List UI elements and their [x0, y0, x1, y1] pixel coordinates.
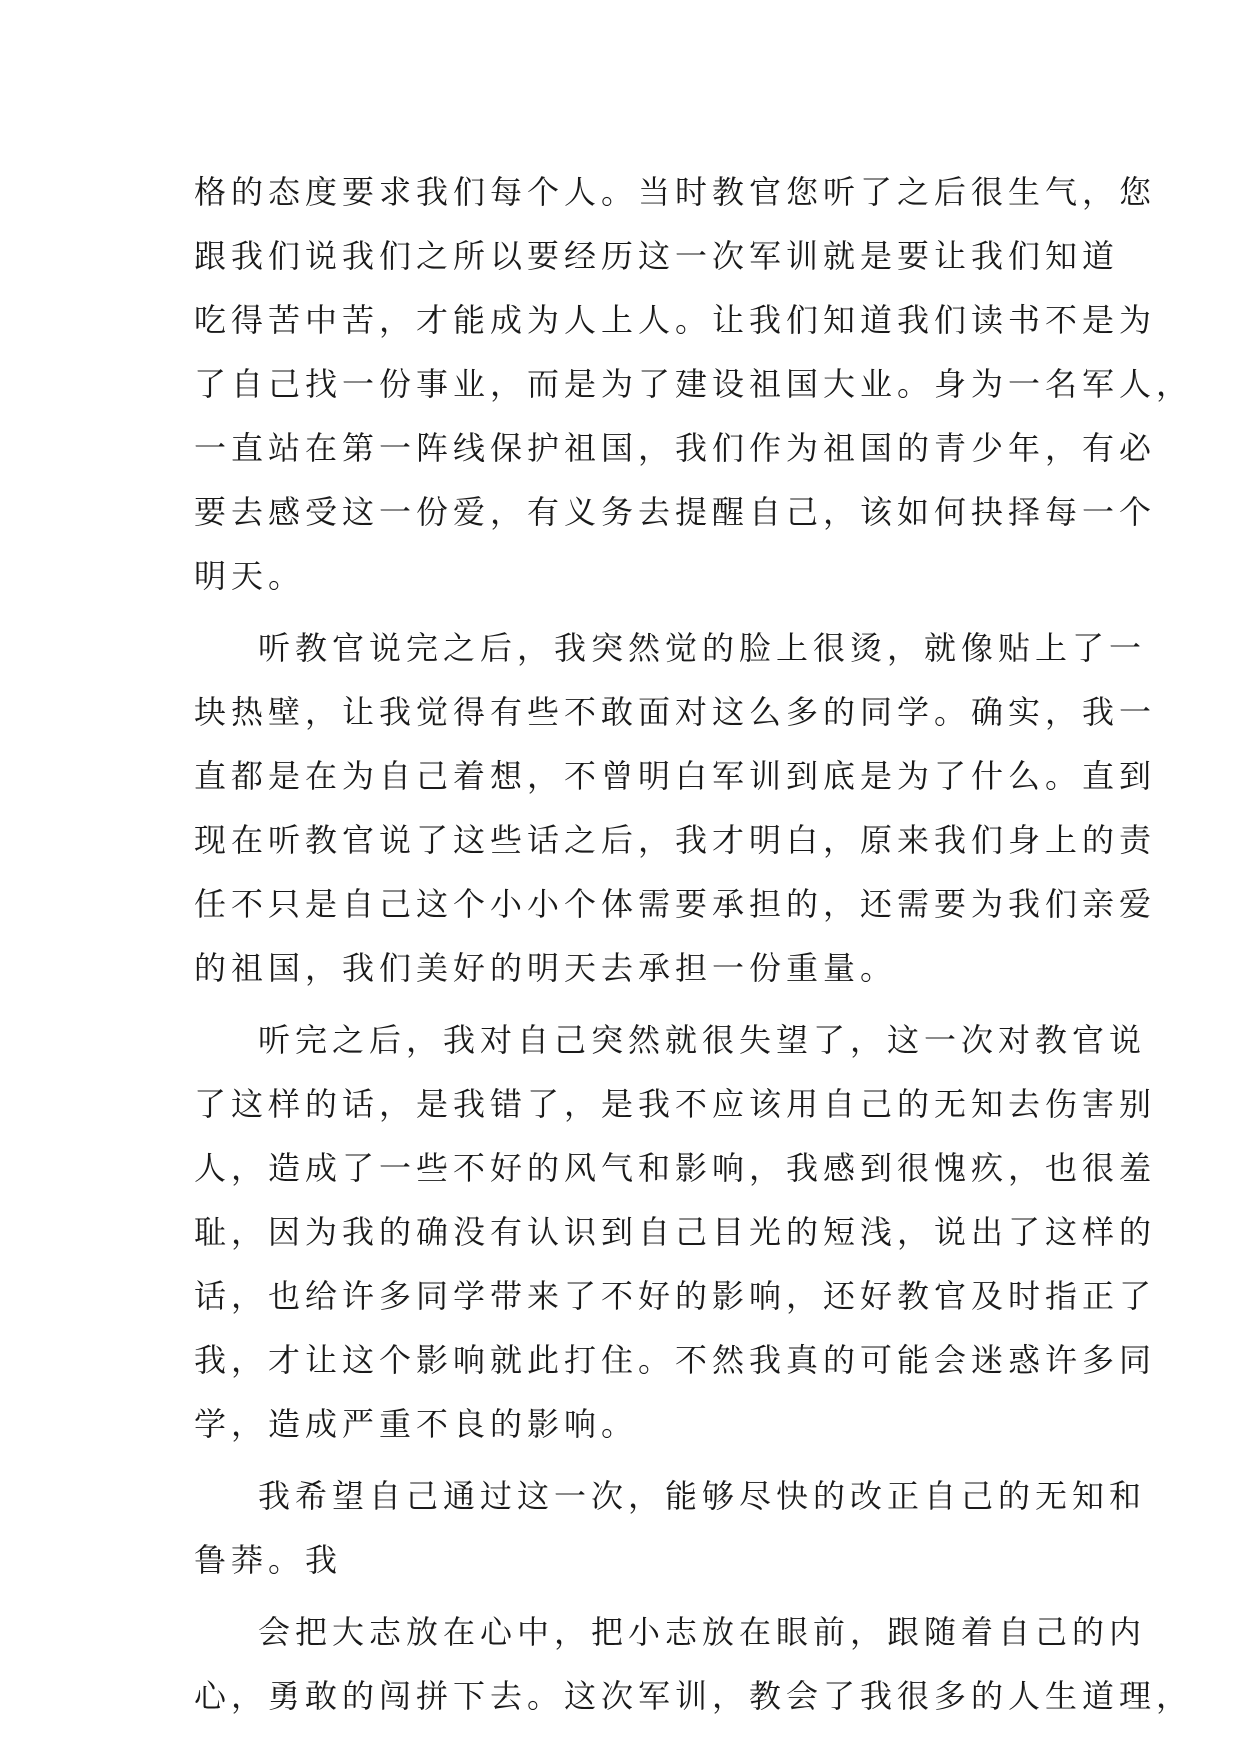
text-line: 一直站在第一阵线保护祖国，我们作为祖国的青少年，有必 — [194, 429, 1157, 467]
text-line: 听完之后，我对自己突然就很失望了，这一次对教官说 — [258, 1021, 1147, 1059]
text-line: 直都是在为自己着想，不曾明白军训到底是为了什么。直到 — [194, 757, 1157, 795]
text-line: 要去感受这一份爱，有义务去提醒自己，该如何抉择每一个 — [194, 493, 1157, 531]
text-line: 人，造成了一些不好的风气和影响，我感到很愧疚，也很羞 — [194, 1149, 1157, 1187]
text-line: 听教官说完之后，我突然觉的脸上很烫，就像贴上了一 — [258, 629, 1147, 667]
text-line: 心，勇敢的闯拼下去。这次军训，教会了我很多的人生道理， — [194, 1677, 1194, 1715]
text-line: 块热壁，让我觉得有些不敢面对这么多的同学。确实，我一 — [194, 693, 1157, 731]
text-line: 格的态度要求我们每个人。当时教官您听了之后很生气，您 — [194, 173, 1157, 211]
text-line: 了自己找一份事业，而是为了建设祖国大业。身为一名军人， — [194, 365, 1194, 403]
text-line: 任不只是自己这个小小个体需要承担的，还需要为我们亲爱 — [194, 885, 1157, 923]
paragraph — [194, 1008, 1157, 1456]
paragraph-gap — [194, 1592, 1064, 1600]
text-line: 明天。 — [194, 557, 306, 595]
text-line: 学，造成严重不良的影响。 — [194, 1405, 639, 1443]
paragraph-gap — [194, 1456, 1064, 1464]
text-line: 的祖国，我们美好的明天去承担一份重量。 — [194, 949, 898, 987]
text-line: 我，才让这个影响就此打住。不然我真的可能会迷惑许多同 — [194, 1341, 1157, 1379]
text-line: 现在听教官说了这些话之后，我才明白，原来我们身上的责 — [194, 821, 1157, 859]
text-line: 我希望自己通过这一次，能够尽快的改正自己的无知和 — [258, 1477, 1147, 1515]
document-body — [194, 160, 1194, 1728]
text-line: 耻，因为我的确没有认识到自己目光的短浅，说出了这样的 — [194, 1213, 1157, 1251]
text-line: 鲁莽。我 — [194, 1541, 343, 1579]
paragraph — [194, 616, 1157, 1000]
paragraph-gap — [194, 608, 1064, 616]
paragraph — [194, 1464, 1147, 1592]
text-line: 跟我们说我们之所以要经历这一次军训就是要让我们知道 — [194, 237, 1120, 275]
text-line: 话，也给许多同学带来了不好的影响，还好教官及时指正了 — [194, 1277, 1157, 1315]
paragraph-gap — [194, 1000, 1064, 1008]
text-line: 了这样的话，是我错了，是我不应该用自己的无知去伤害别 — [194, 1085, 1157, 1123]
text-line: 会把大志放在心中，把小志放在眼前，跟随着自己的内 — [258, 1613, 1147, 1651]
paragraph — [194, 160, 1194, 608]
paragraph — [194, 1600, 1194, 1728]
text-line: 吃得苦中苦，才能成为人上人。让我们知道我们读书不是为 — [194, 301, 1157, 339]
